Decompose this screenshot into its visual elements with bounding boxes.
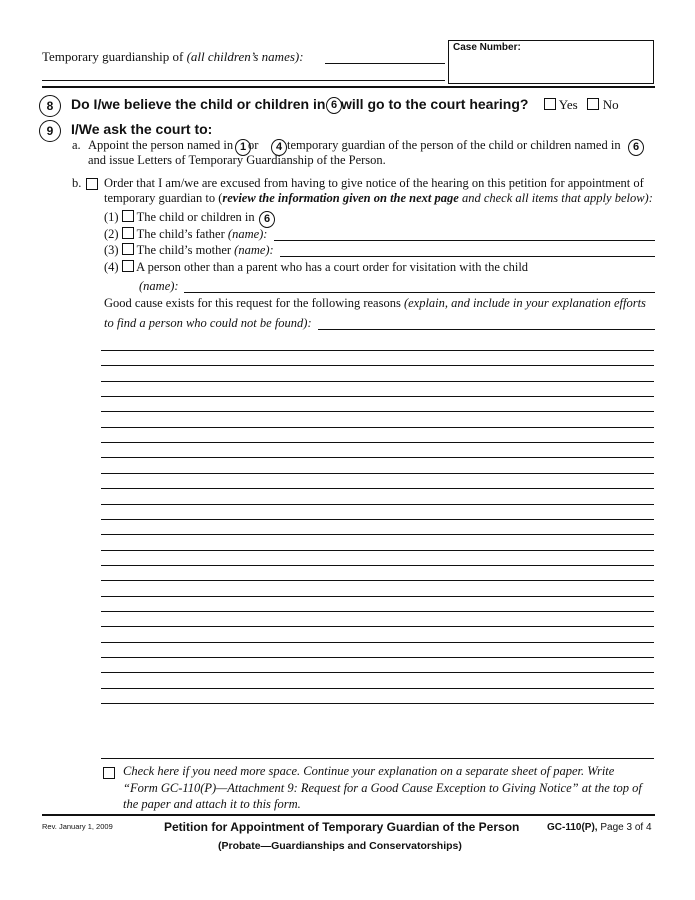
item-9-number: 9 (39, 120, 61, 142)
item-9b-checkbox[interactable] (86, 178, 98, 190)
item-9a-marker: a. (72, 138, 81, 152)
item-8-question: Do I/we believe the child or children in (71, 96, 326, 112)
explanation-line[interactable] (101, 672, 654, 673)
item-8-question-end: will go to the court hearing? (341, 96, 529, 112)
item-9b-text-2: temporary guardian to (review the information given on the next page and check all items that apply below): (104, 191, 653, 205)
item-9a-text-2: temporary guardian of the person of the child or children named in (287, 138, 621, 152)
explanation-line[interactable] (101, 427, 654, 428)
option-1: (1) The child or children in (104, 210, 255, 224)
item-8-ref: 6 (326, 97, 342, 114)
option-2: (2) The child’s father (name): (104, 227, 268, 241)
explanation-line[interactable] (101, 396, 654, 397)
children-names-field[interactable] (325, 63, 445, 64)
explanation-line[interactable] (101, 596, 654, 597)
explanation-line[interactable] (101, 504, 654, 505)
mother-name-field[interactable] (280, 256, 655, 257)
explanation-line[interactable] (101, 411, 654, 412)
explanation-line[interactable] (101, 565, 654, 566)
visitation-name-field[interactable] (184, 292, 655, 293)
no-label: No (602, 97, 619, 112)
option-3-checkbox[interactable] (122, 243, 134, 255)
option-2-checkbox[interactable] (122, 227, 134, 239)
option-1-ref: 6 (259, 211, 275, 228)
explanation-line[interactable] (101, 688, 654, 689)
no-checkbox[interactable] (587, 98, 599, 110)
item-9b-marker: b. (72, 176, 82, 190)
explanation-line[interactable] (101, 626, 654, 627)
guardianship-label: Temporary guardianship of (all children’s names): (42, 49, 304, 64)
explanation-line[interactable] (101, 550, 654, 551)
explanation-line[interactable] (101, 758, 654, 759)
explanation-line[interactable] (101, 442, 654, 443)
form-subtitle: (Probate—Guardianships and Conservatorships) (218, 840, 462, 852)
option-3: (3) The child’s mother (name): (104, 243, 274, 257)
item-9a-text-3: and issue Letters of Temporary Guardianship of the Person. (88, 153, 386, 167)
option-4-hint: (name): (139, 279, 179, 293)
page-number: Page 3 of 4 (600, 822, 652, 833)
revision-date: Rev. January 1, 2009 (42, 822, 113, 831)
item-8-number: 8 (39, 95, 61, 117)
explanation-line[interactable] (101, 611, 654, 612)
good-cause-line-1: Good cause exists for this request for the following reasons (explain, and include in your explanation efforts (104, 296, 646, 310)
option-4: (4) A person other than a parent who has a court order for visitation with the child (104, 260, 529, 274)
guardianship-hint: (all children’s names): (186, 49, 304, 64)
explanation-line[interactable] (101, 381, 654, 382)
item-9a-or: or (248, 138, 259, 152)
item-9b-text-1: Order that I am/we are excused from having to give notice of the hearing on this petition for appointment of (104, 176, 644, 190)
option-4-checkbox[interactable] (122, 260, 134, 272)
item-9a-text-1: Appoint the person named in (88, 138, 234, 152)
explanation-line[interactable] (101, 350, 654, 351)
more-space-checkbox[interactable] (103, 767, 115, 779)
form-id: GC-110(P), (547, 822, 598, 833)
yes-label: Yes (558, 97, 578, 112)
option-1-checkbox[interactable] (122, 210, 134, 222)
father-name-field[interactable] (274, 240, 655, 241)
children-names-field-2[interactable] (42, 80, 445, 81)
case-number-label: Case Number: (453, 42, 521, 53)
explanation-line[interactable] (101, 534, 654, 535)
more-space-text: Check here if you need more space. Continue your explanation on a separate sheet of paper. Write “Form GC-110(P)—Attachment 9: Request for a Good Cause Exception to Giving Notice” at the top of the paper and attach it to this form. (123, 764, 642, 811)
explanation-line[interactable] (101, 580, 654, 581)
good-cause-line-2: to find a person who could not be found): (104, 316, 312, 330)
item-9a-ref-2: 4 (271, 139, 287, 156)
yes-checkbox[interactable] (544, 98, 556, 110)
item-9a-ref-1: 1 (235, 139, 251, 156)
footer-divider (42, 814, 655, 816)
explanation-line[interactable] (101, 457, 654, 458)
header-divider (42, 86, 655, 88)
item-9a-ref-3: 6 (628, 139, 644, 156)
explanation-line[interactable] (101, 657, 654, 658)
explanation-line[interactable] (101, 473, 654, 474)
case-number-box[interactable] (448, 40, 654, 84)
explanation-line[interactable] (101, 703, 654, 704)
explanation-line[interactable] (101, 519, 654, 520)
good-cause-field-first[interactable] (318, 329, 655, 330)
item-9-heading: I/We ask the court to: (71, 121, 213, 137)
explanation-line[interactable] (101, 488, 654, 489)
item-8-options (544, 97, 619, 113)
explanation-line[interactable] (101, 642, 654, 643)
form-id-page (547, 822, 652, 833)
explanation-line[interactable] (101, 365, 654, 366)
form-title: Petition for Appointment of Temporary Guardian of the Person (164, 820, 520, 834)
